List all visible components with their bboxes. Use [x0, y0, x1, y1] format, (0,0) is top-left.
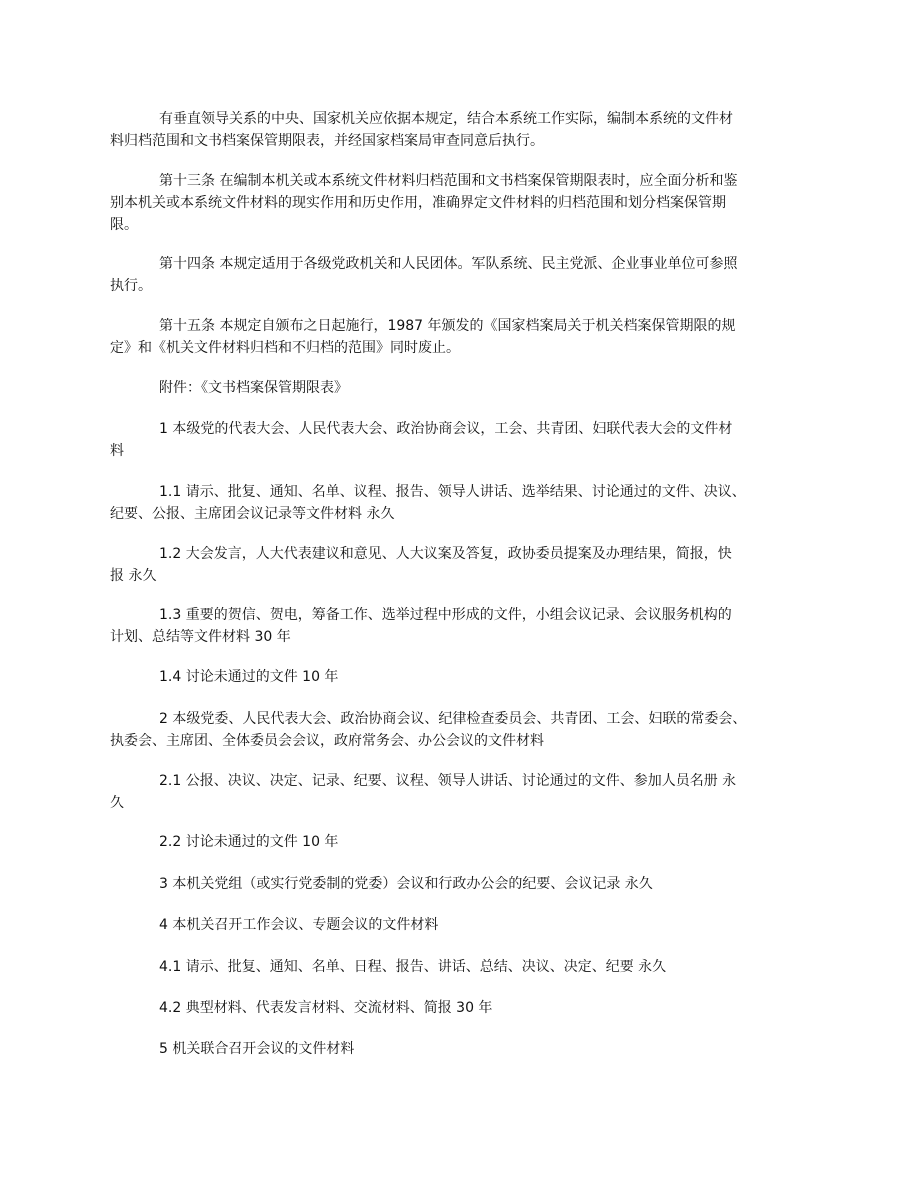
paragraph: [110, 1038, 810, 1060]
paragraph-line: 5 机关联合召开会议的文件材料: [159, 1041, 355, 1057]
paragraph-line: 1 本级党的代表大会、人民代表大会、政治协商会议，工会、共青团、妇联代表大会的文件材: [159, 421, 733, 437]
paragraph: [110, 418, 810, 462]
paragraph-line: 纪要、公报、主席团会议记录等文件材料 永久: [110, 506, 395, 522]
paragraph-line: 2 本级党委、人民代表大会、政治协商会议、纪律检查委员会、共青团、工会、妇联的常委会、: [159, 711, 747, 727]
paragraph-line: 第十三条 在编制本机关或本系统文件材料归档范围和文书档案保管期限表时，应全面分析和鉴: [159, 173, 738, 189]
paragraph-line: 定》和《机关文件材料归档和不归档的范围》同时废止。: [110, 340, 460, 356]
paragraph-line: 计划、总结等文件材料 30 年: [110, 629, 291, 645]
paragraph-line: 1.3 重要的贺信、贺电，筹备工作、选举过程中形成的文件，小组会议记录、会议服务机构的: [159, 607, 732, 623]
paragraph-line: 1.1 请示、批复、通知、名单、议程、报告、领导人讲话、选举结果、讨论通过的文件、决议、: [159, 484, 746, 500]
paragraph: [110, 604, 810, 648]
paragraph: [110, 108, 810, 152]
paragraph-line: 料归档范围和文书档案保管期限表，并经国家档案局审查同意后执行。: [110, 133, 544, 149]
paragraph-line: 限。: [110, 217, 138, 233]
paragraph-line: 第十五条 本规定自颁布之日起施行，1987 年颁发的《国家档案局关于机关档案保管期限的规: [159, 318, 736, 334]
paragraph: [110, 831, 810, 853]
paragraph: [110, 543, 810, 587]
paragraph-line: 1.4 讨论未通过的文件 10 年: [159, 669, 339, 685]
paragraph: [110, 253, 810, 297]
paragraph-line: 久: [110, 795, 124, 811]
paragraph-line: 执行。: [110, 278, 152, 294]
paragraph-line: 附件：《文书档案保管期限表》: [159, 380, 348, 396]
paragraph-line: 4 本机关召开工作会议、专题会议的文件材料: [159, 917, 439, 933]
paragraph: [110, 997, 810, 1019]
paragraph-line: 执委会、主席团、全体委员会会议，政府常务会、办公会议的文件材料: [110, 733, 544, 749]
paragraph-line: 3 本机关党组（或实行党委制的党委）会议和行政办公会的纪要、会议记录 永久: [159, 876, 653, 892]
paragraph: [110, 170, 810, 236]
paragraph: [110, 873, 810, 895]
paragraph-line: 2.1 公报、决议、决定、记录、纪要、议程、领导人讲话、讨论通过的文件、参加人员名册 永: [159, 773, 737, 789]
paragraph: [110, 770, 810, 814]
paragraph-line: 1.2 大会发言，人大代表建议和意见、人大议案及答复，政协委员提案及办理结果，简报，快: [159, 546, 732, 562]
paragraph-line: 4.1 请示、批复、通知、名单、日程、报告、讲话、总结、决议、决定、纪要 永久: [159, 959, 667, 975]
paragraph-line: 别本机关或本系统文件材料的现实作用和历史作用，准确界定文件材料的归档范围和划分档案保管期: [110, 195, 726, 211]
paragraph: [110, 666, 810, 688]
paragraph-line: 料: [110, 443, 124, 459]
paragraph-line: 4.2 典型材料、代表发言材料、交流材料、简报 30 年: [159, 1000, 493, 1016]
paragraph: [110, 914, 810, 936]
paragraph: [110, 708, 810, 752]
paragraph: [110, 315, 810, 359]
paragraph-line: 有垂直领导关系的中央、国家机关应依据本规定，结合本系统工作实际，编制本系统的文件材: [159, 111, 733, 127]
paragraph: [110, 956, 810, 978]
paragraph: [110, 481, 810, 525]
paragraph-line: 第十四条 本规定适用于各级党政机关和人民团体。军队系统、民主党派、企业事业单位可参照: [159, 256, 738, 272]
paragraph-line: 2.2 讨论未通过的文件 10 年: [159, 834, 339, 850]
paragraph-line: 报 永久: [110, 568, 157, 584]
paragraph: [110, 377, 810, 399]
